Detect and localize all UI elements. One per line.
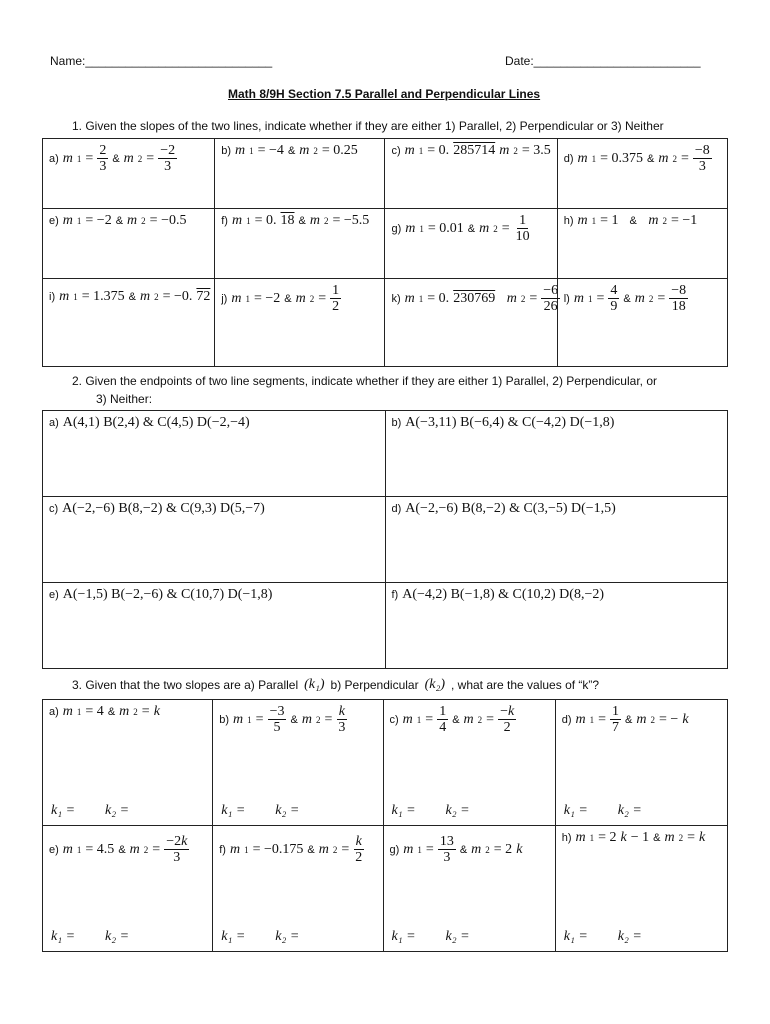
q3-cell-d[interactable]: d) m 1 = $\frac{1}{7}$ & m 2 = − k k₁ = k₂ = [555,700,727,826]
q2-label-f: f) [391,589,399,601]
q2-text-a: A(4,1) B(2,4) & C(4,5) D(−2,−4) [62,415,250,430]
q2-cell-e[interactable] [43,583,386,669]
q3-cell-e[interactable]: e) m 1 = 4.5 & m 2 = $\frac{-2k}{3}$ k₁ = k₂ = [43,826,213,952]
q1-cell-e[interactable]: e) m 1 = −2 & m 2 = −0.5 [43,209,215,279]
q1-cell-a[interactable]: a) m 1 = $\frac{2}{3}$ & m 2 = $\frac{-2}{3}$ [43,139,215,209]
q1-cell-h[interactable]: h) m 1 = 1 & m 2 = −1 [557,209,727,279]
page-title: Math 8/9H Section 7.5 Parallel and Perpendicular Lines [228,87,541,101]
q1-cell-l[interactable]: l) m 1 = $\frac{4}{9}$ & m 2 = $\frac{-8}{18}$ [557,279,727,367]
q3-cell-a[interactable]: a) m 1 = 4 & m 2 = k k₁ = k₂ = [43,700,213,826]
q3-prompt-a: 3. Given that the two slopes are a) Parallel [72,678,299,692]
q1-prompt: 1. Given the slopes of the two lines, indicate whether if they are either 1) Parallel, 2) Perpendicular or 3) Neither [72,119,664,133]
q2-table [42,410,728,669]
q1-cell-d[interactable]: d) m 1 = 0.375 & m 2 = $\frac{-8}{3}$ [557,139,727,209]
q1-cell-f[interactable]: f) m 1 = 0. 18 & m 2 = −5.5 [215,209,385,279]
k2-label: k₂ = [445,803,470,818]
q2-prompt-line2: 3) Neither: [96,392,153,406]
q3-prompt-b: b) Perpendicular [330,678,419,692]
q1-cell-g[interactable]: g) m 1 = 0.01 & m 2 = $\frac{1}{10}$ [385,209,557,279]
q2-text-b: A(−3,11) B(−6,4) & C(−4,2) D(−1,8) [405,415,615,430]
k1-label: k₁ = [391,929,416,944]
q1-cell-k[interactable]: k) m 1 = 0. 230769 m 2 = $\frac{-6}{26}$ [385,279,557,367]
k1-label: k₁ = [391,803,416,818]
k2-label: k₂ = [105,929,130,944]
q3-k1-symbol: (k₁) [304,677,325,692]
q2-cell-c[interactable] [43,497,386,583]
q2-prompt-line1: 2. Given the endpoints of two line segments, indicate whether if they are either 1) Parallel, 2) Perpendicular, or [72,374,657,388]
k1-label: k₁ = [221,803,246,818]
q3-cell-g[interactable]: g) m 1 = $\frac{13}{3}$ & m 2 = 2 k k₁ = k₂ = [383,826,555,952]
q3-k2-symbol: (k₂) [424,677,445,692]
k1-label: k₁ = [51,803,76,818]
q1-cell-c[interactable]: c) m 1 = 0. 285714 m 2 = 3.5 [385,139,557,209]
q3-table [42,699,728,952]
q2-label-c: c) [49,503,59,515]
k1-label: k₁ = [51,929,76,944]
q3-cell-f[interactable]: f) m 1 = −0.175 & m 2 = $\frac{k}{2}$ k₁ = k₂ = [213,826,383,952]
q2-label-e: e) [49,589,59,601]
q2-cell-d[interactable] [385,497,728,583]
q2-text-c: A(−2,−6) B(8,−2) & C(9,3) D(5,−7) [62,501,265,516]
q3-cell-c[interactable]: c) m 1 = $\frac{1}{4}$ & m 2 = $\frac{-k}{2}$ k₁ = k₂ = [383,700,555,826]
k2-label: k₂ = [617,929,642,944]
q2-label-b: b) [391,417,402,429]
q1-cell-j[interactable]: j) m 1 = −2 & m 2 = $\frac{1}{2}$ [215,279,385,367]
q2-cell-b[interactable] [385,411,728,497]
k1-label: k₁ = [221,929,246,944]
k2-label: k₂ = [617,803,642,818]
q3-cell-b[interactable]: b) m 1 = $\frac{-3}{5}$ & m 2 = $\frac{k}{3}$ k₁ = k₂ = [213,700,383,826]
k2-label: k₂ = [105,803,130,818]
q3-cell-h[interactable]: h) m 1 = 2 k − 1 & m 2 = k k₁ = k₂ = [555,826,727,952]
date-field[interactable]: Date:_________________________ [505,54,701,68]
name-field[interactable]: Name:____________________________ [50,54,273,68]
q2-label-d: d) [391,503,402,515]
k1-label: k₁ = [563,929,588,944]
q2-cell-a[interactable] [43,411,386,497]
q1-table [42,138,728,367]
q2-label-a: a) [49,417,59,429]
q2-cell-f[interactable] [385,583,728,669]
q1-cell-b[interactable]: b) m 1 = −4 & m 2 = 0.25 [215,139,385,209]
q2-text-f: A(−4,2) B(−1,8) & C(10,2) D(8,−2) [402,587,605,602]
q2-text-e: A(−1,5) B(−2,−6) & C(10,7) D(−1,8) [62,587,273,602]
q3-prompt [72,677,599,693]
q2-text-d: A(−2,−6) B(8,−2) & C(3,−5) D(−1,5) [405,501,616,516]
k2-label: k₂ = [275,929,300,944]
k2-label: k₂ = [445,929,470,944]
k2-label: k₂ = [275,803,300,818]
k1-label: k₁ = [563,803,588,818]
q1-cell-i[interactable]: i) m 1 = 1.375 & m 2 = −0. 72 [43,279,215,367]
q3-prompt-c: , what are the values of “k”? [451,678,600,692]
